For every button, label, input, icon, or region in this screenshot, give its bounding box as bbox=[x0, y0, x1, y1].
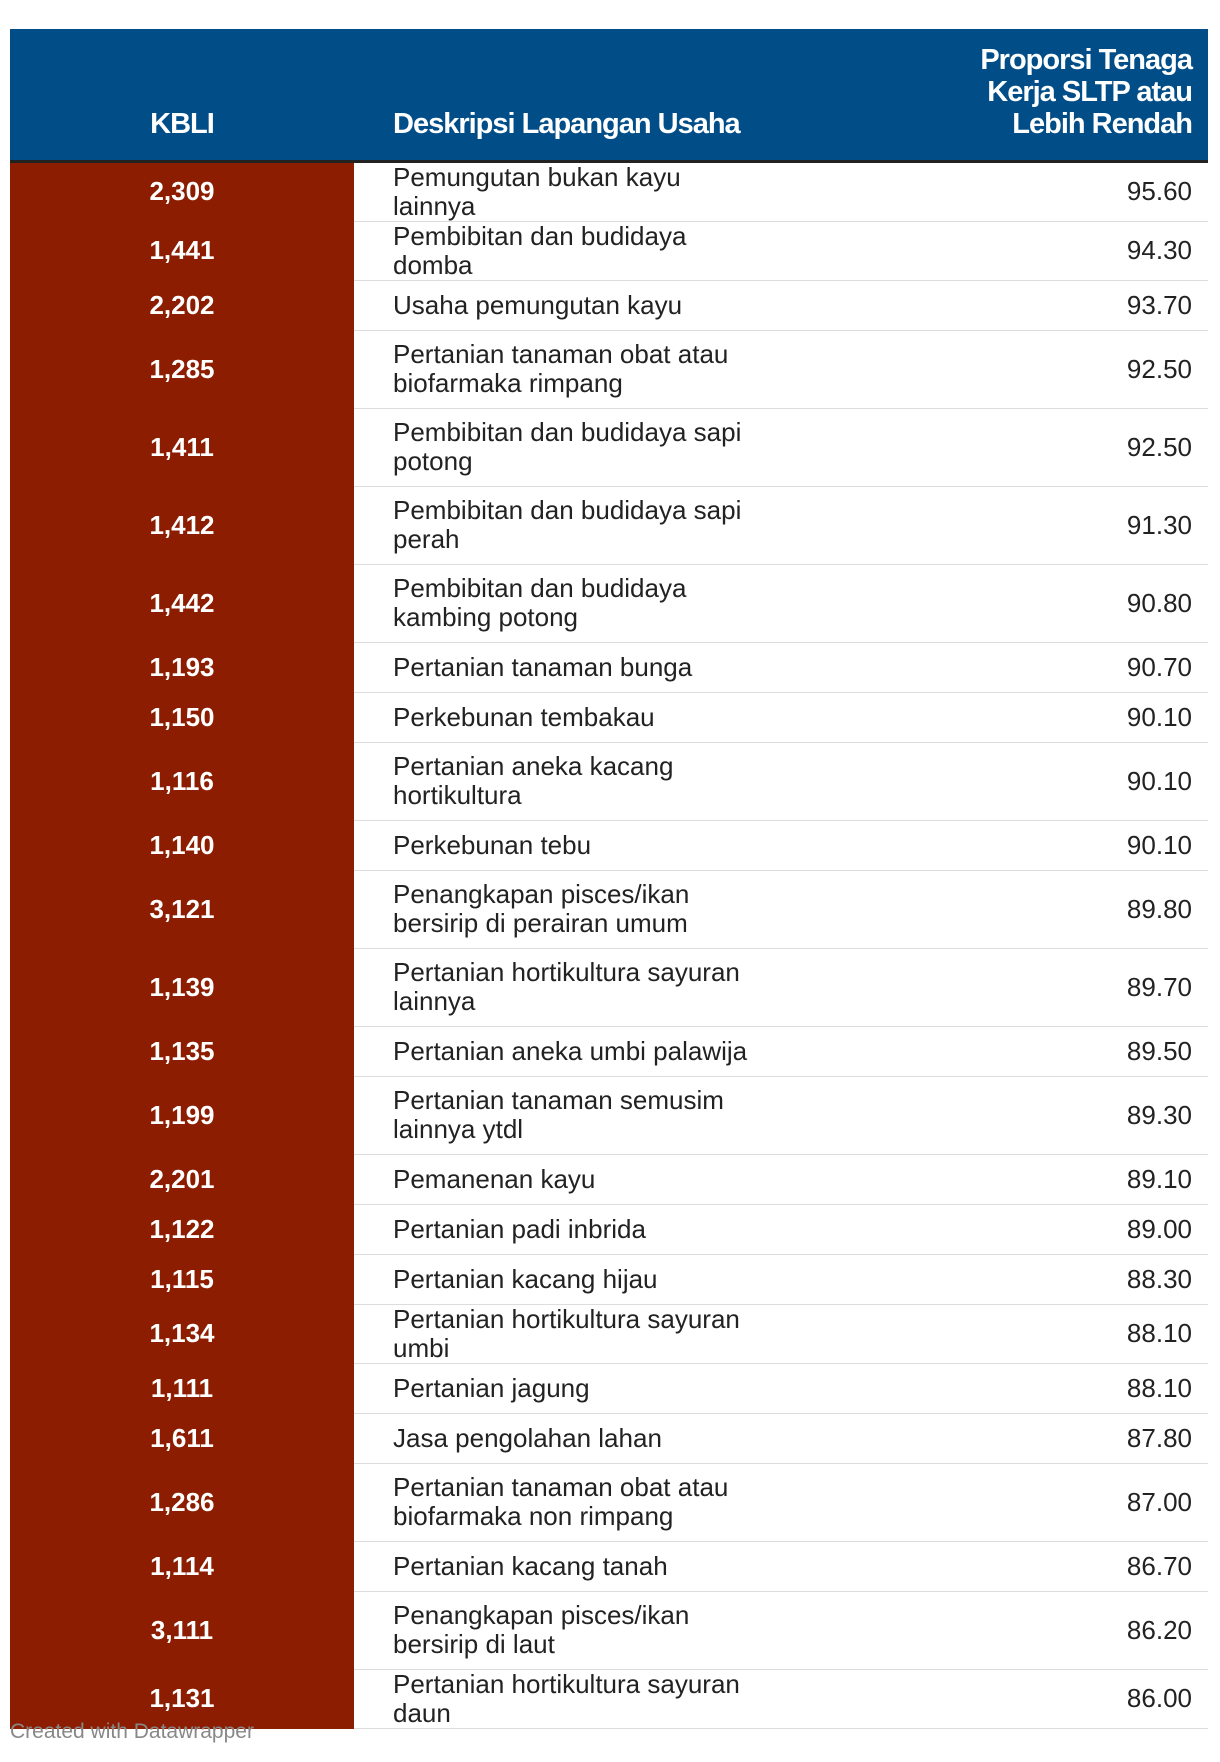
table-row bbox=[10, 1026, 1208, 1076]
kbli-cell: 1,115 bbox=[10, 1254, 354, 1304]
table-row bbox=[10, 870, 1208, 948]
kbli-cell: 1,111 bbox=[10, 1363, 354, 1413]
proportion-cell: 87.00 bbox=[838, 1463, 1208, 1541]
proportion-cell: 92.50 bbox=[838, 330, 1208, 408]
proportion-cell: 88.10 bbox=[838, 1363, 1208, 1413]
header-row bbox=[10, 29, 1208, 161]
description-cell: Pertanian aneka kacang hortikultura bbox=[354, 742, 838, 820]
proportion-cell: 89.80 bbox=[838, 870, 1208, 948]
table-row bbox=[10, 564, 1208, 642]
kbli-cell: 1,122 bbox=[10, 1204, 354, 1254]
table-row bbox=[10, 221, 1208, 280]
table-header bbox=[10, 29, 1208, 161]
kbli-cell: 1,139 bbox=[10, 948, 354, 1026]
table-row bbox=[10, 280, 1208, 330]
proportion-cell: 90.10 bbox=[838, 692, 1208, 742]
kbli-cell: 1,135 bbox=[10, 1026, 354, 1076]
proportion-cell: 88.10 bbox=[838, 1304, 1208, 1363]
proportion-cell: 89.30 bbox=[838, 1076, 1208, 1154]
data-table bbox=[10, 29, 1208, 1729]
kbli-cell: 1,442 bbox=[10, 564, 354, 642]
kbli-cell: 1,116 bbox=[10, 742, 354, 820]
kbli-cell: 1,441 bbox=[10, 221, 354, 280]
description-cell: Penangkapan pisces/ikan bersirip di laut bbox=[354, 1591, 838, 1669]
proportion-cell: 86.70 bbox=[838, 1541, 1208, 1591]
kbli-cell: 1,193 bbox=[10, 642, 354, 692]
proportion-cell: 89.70 bbox=[838, 948, 1208, 1026]
description-cell: Usaha pemungutan kayu bbox=[354, 280, 838, 330]
description-cell: Pertanian hortikultura sayuran daun bbox=[354, 1669, 838, 1728]
kbli-cell: 3,121 bbox=[10, 870, 354, 948]
proportion-cell: 90.70 bbox=[838, 642, 1208, 692]
kbli-cell: 2,309 bbox=[10, 161, 354, 221]
description-cell: Pembibitan dan budidaya domba bbox=[354, 221, 838, 280]
description-cell: Pertanian padi inbrida bbox=[354, 1204, 838, 1254]
description-cell: Pembibitan dan budidaya sapi potong bbox=[354, 408, 838, 486]
table-row bbox=[10, 1541, 1208, 1591]
description-cell: Pertanian kacang hijau bbox=[354, 1254, 838, 1304]
kbli-cell: 3,111 bbox=[10, 1591, 354, 1669]
table-row bbox=[10, 1304, 1208, 1363]
kbli-cell: 1,199 bbox=[10, 1076, 354, 1154]
header-description[interactable]: Deskripsi Lapangan Usaha bbox=[354, 29, 838, 161]
table-row bbox=[10, 1204, 1208, 1254]
kbli-cell: 1,286 bbox=[10, 1463, 354, 1541]
proportion-cell: 86.00 bbox=[838, 1669, 1208, 1728]
table-row bbox=[10, 330, 1208, 408]
description-cell: Pertanian jagung bbox=[354, 1363, 838, 1413]
description-cell: Pertanian tanaman semusim lainnya ytdl bbox=[354, 1076, 838, 1154]
table-row bbox=[10, 692, 1208, 742]
kbli-cell: 1,140 bbox=[10, 820, 354, 870]
kbli-cell: 2,201 bbox=[10, 1154, 354, 1204]
description-cell: Pertanian hortikultura sayuran lainnya bbox=[354, 948, 838, 1026]
table-row bbox=[10, 486, 1208, 564]
description-cell: Pemungutan bukan kayu lainnya bbox=[354, 161, 838, 221]
header-kbli[interactable]: KBLI bbox=[10, 29, 354, 161]
data-table-container bbox=[10, 29, 1208, 1729]
description-cell: Perkebunan tebu bbox=[354, 820, 838, 870]
kbli-cell: 1,131 bbox=[10, 1669, 354, 1728]
table-row bbox=[10, 1463, 1208, 1541]
table-row bbox=[10, 408, 1208, 486]
kbli-cell: 2,202 bbox=[10, 280, 354, 330]
table-row bbox=[10, 1413, 1208, 1463]
table-row bbox=[10, 1154, 1208, 1204]
kbli-cell: 1,150 bbox=[10, 692, 354, 742]
kbli-cell: 1,611 bbox=[10, 1413, 354, 1463]
header-proportion[interactable] bbox=[838, 29, 1208, 161]
proportion-cell: 89.00 bbox=[838, 1204, 1208, 1254]
table-row bbox=[10, 161, 1208, 221]
description-cell: Perkebunan tembakau bbox=[354, 692, 838, 742]
table-row bbox=[10, 1254, 1208, 1304]
description-cell: Pertanian hortikultura sayuran umbi bbox=[354, 1304, 838, 1363]
proportion-cell: 94.30 bbox=[838, 221, 1208, 280]
kbli-cell: 1,285 bbox=[10, 330, 354, 408]
header-proportion-label: Proporsi Tenaga Kerja SLTP atau Lebih Rendah bbox=[980, 43, 1192, 140]
description-cell: Jasa pengolahan lahan bbox=[354, 1413, 838, 1463]
description-cell: Pembibitan dan budidaya kambing potong bbox=[354, 564, 838, 642]
table-row bbox=[10, 948, 1208, 1026]
proportion-cell: 90.10 bbox=[838, 742, 1208, 820]
description-cell: Pembibitan dan budidaya sapi perah bbox=[354, 486, 838, 564]
description-cell: Pertanian aneka umbi palawija bbox=[354, 1026, 838, 1076]
description-cell: Pertanian tanaman obat atau biofarmaka rimpang bbox=[354, 330, 838, 408]
description-cell: Pemanenan kayu bbox=[354, 1154, 838, 1204]
proportion-cell: 86.20 bbox=[838, 1591, 1208, 1669]
kbli-cell: 1,412 bbox=[10, 486, 354, 564]
proportion-cell: 88.30 bbox=[838, 1254, 1208, 1304]
table-row bbox=[10, 820, 1208, 870]
proportion-cell: 87.80 bbox=[838, 1413, 1208, 1463]
proportion-cell: 92.50 bbox=[838, 408, 1208, 486]
description-cell: Pertanian tanaman obat atau biofarmaka non rimpang bbox=[354, 1463, 838, 1541]
table-row bbox=[10, 1363, 1208, 1413]
table-row bbox=[10, 642, 1208, 692]
proportion-cell: 95.60 bbox=[838, 161, 1208, 221]
description-cell: Pertanian tanaman bunga bbox=[354, 642, 838, 692]
proportion-cell: 93.70 bbox=[838, 280, 1208, 330]
proportion-cell: 90.10 bbox=[838, 820, 1208, 870]
description-cell: Penangkapan pisces/ikan bersirip di perairan umum bbox=[354, 870, 838, 948]
kbli-cell: 1,134 bbox=[10, 1304, 354, 1363]
kbli-cell: 1,114 bbox=[10, 1541, 354, 1591]
table-row bbox=[10, 1076, 1208, 1154]
table-row bbox=[10, 742, 1208, 820]
proportion-cell: 89.50 bbox=[838, 1026, 1208, 1076]
table-row bbox=[10, 1591, 1208, 1669]
kbli-cell: 1,411 bbox=[10, 408, 354, 486]
footer-credit[interactable]: Created with Datawrapper bbox=[10, 1720, 254, 1743]
proportion-cell: 89.10 bbox=[838, 1154, 1208, 1204]
description-cell: Pertanian kacang tanah bbox=[354, 1541, 838, 1591]
proportion-cell: 91.30 bbox=[838, 486, 1208, 564]
proportion-cell: 90.80 bbox=[838, 564, 1208, 642]
table-body bbox=[10, 161, 1208, 1728]
